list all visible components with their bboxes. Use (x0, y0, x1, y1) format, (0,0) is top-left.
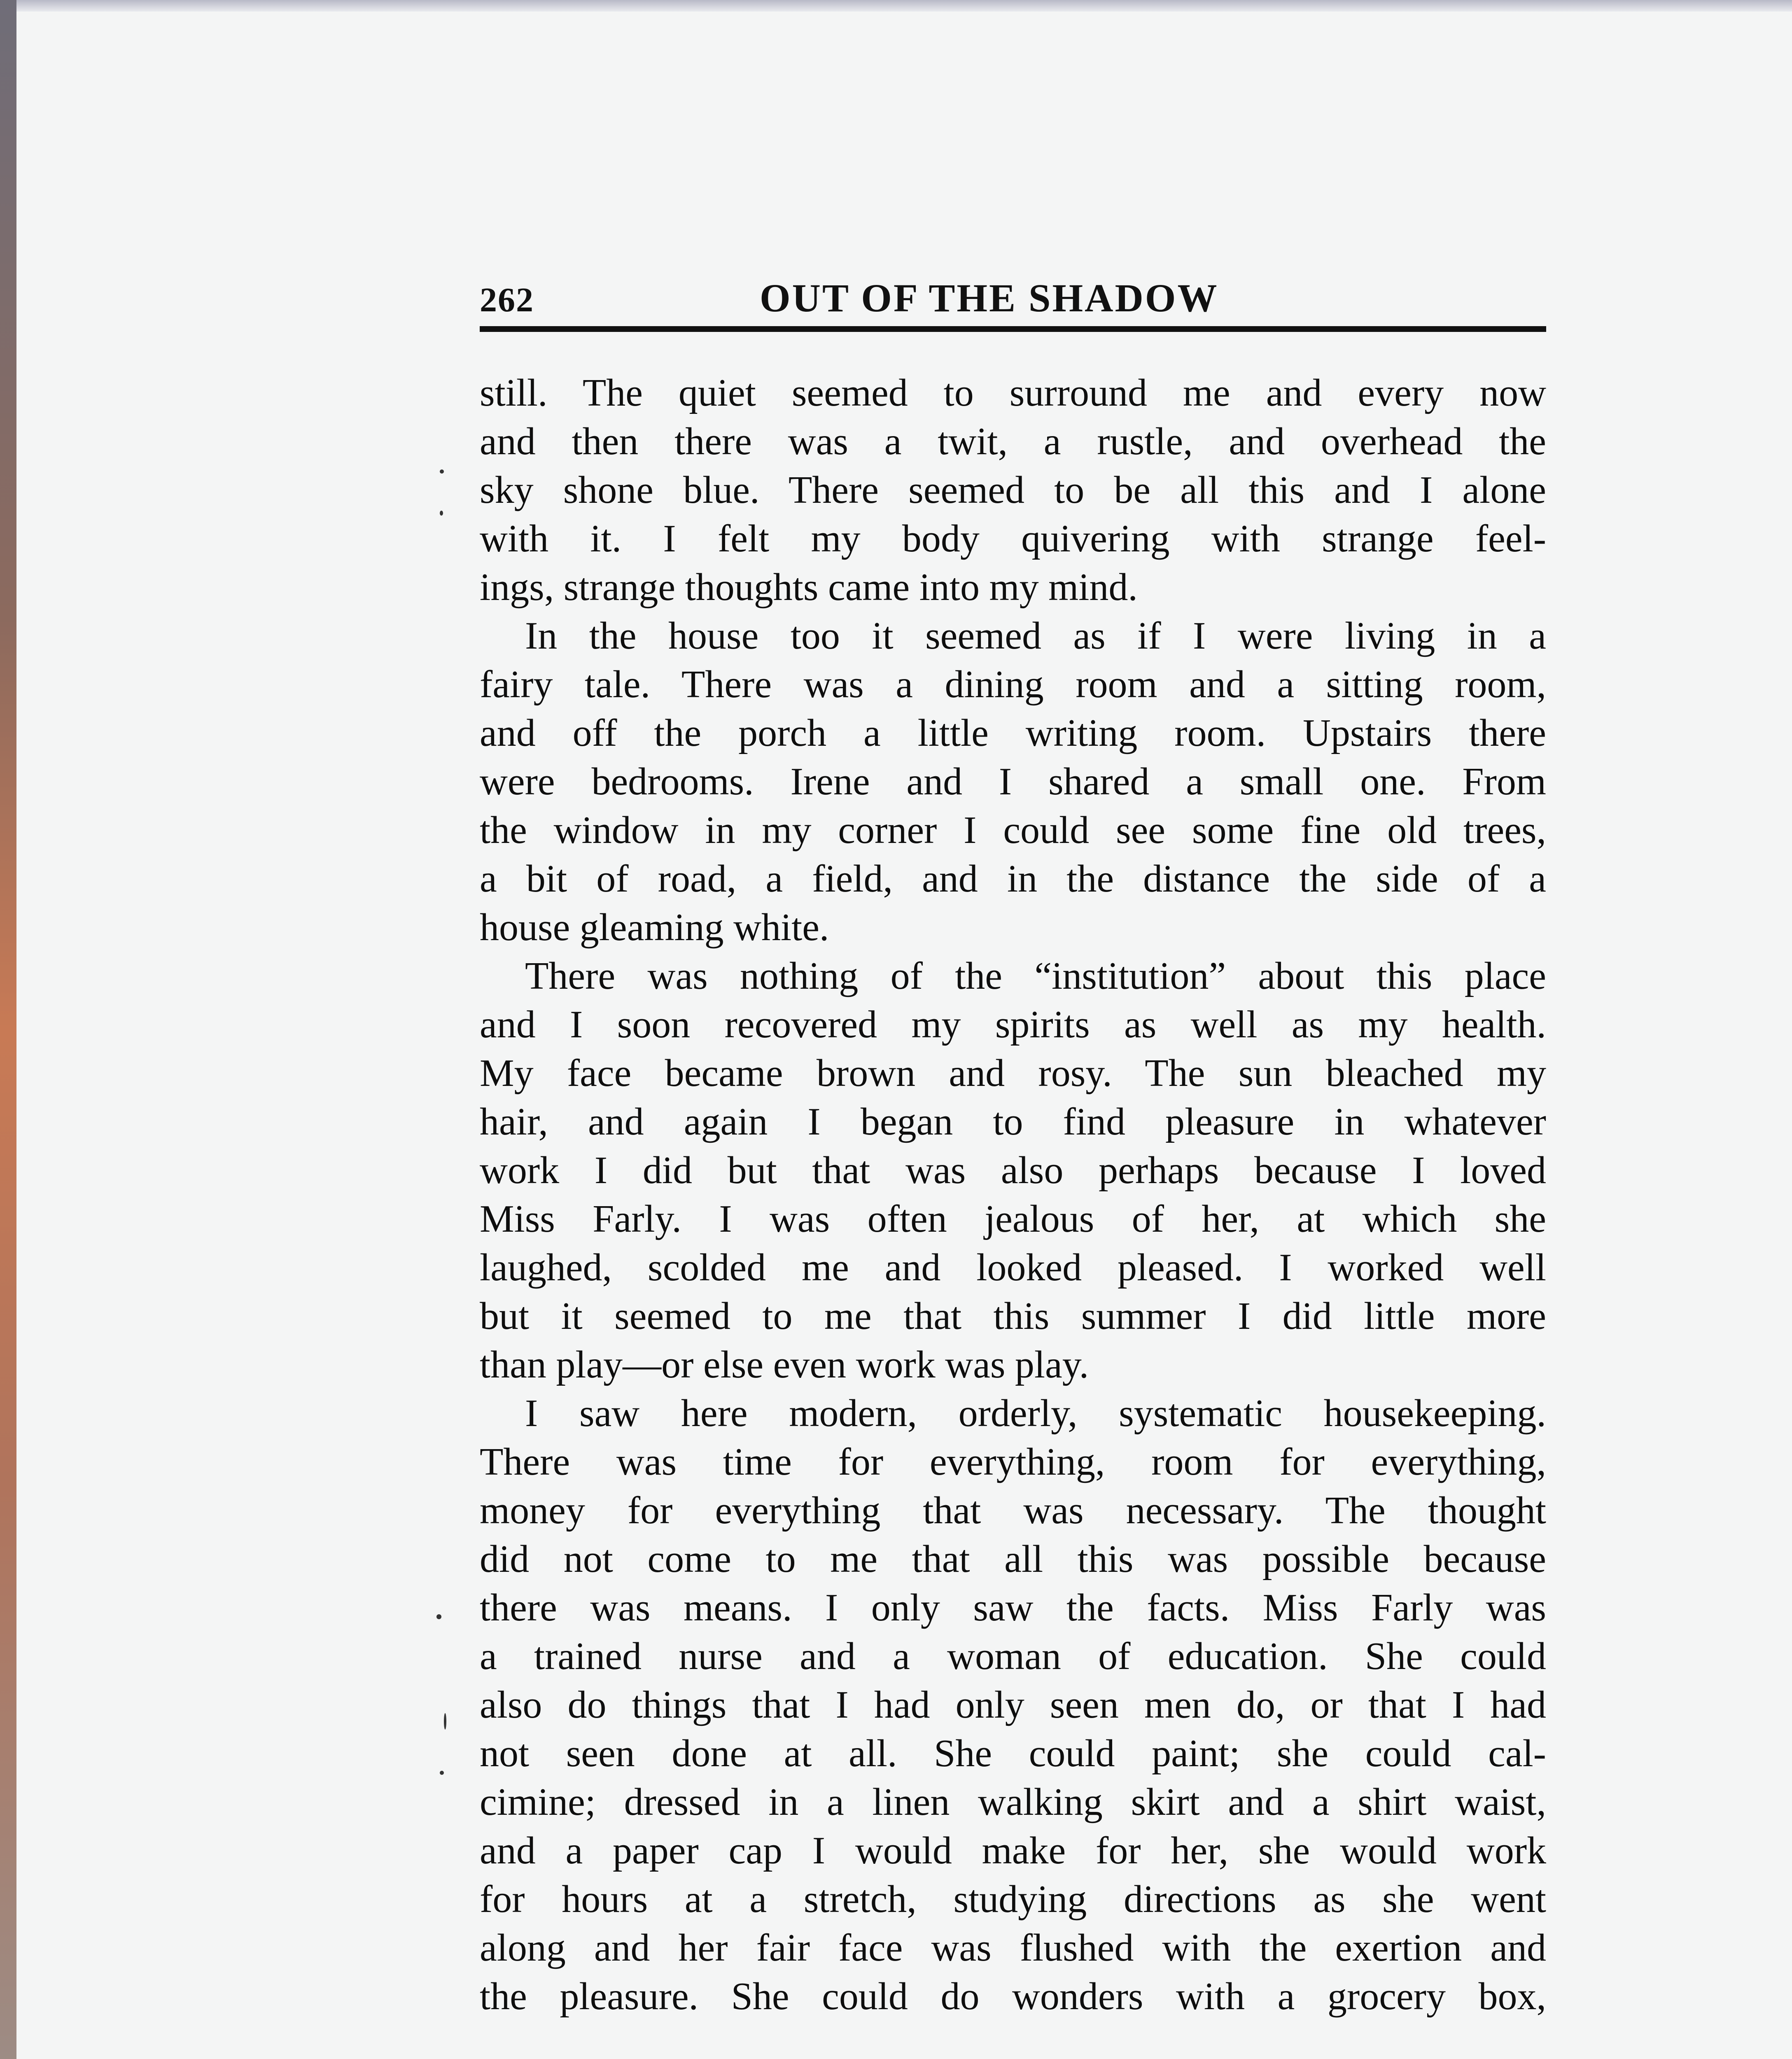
text-line: There was nothing of the “institution” about this place (525, 955, 1546, 997)
body-text (480, 369, 1546, 2021)
text-line: In the house too it seemed as if I were living in a (525, 614, 1546, 657)
text-line: there was means. I only saw the facts. Miss Farly was (480, 1586, 1546, 1629)
ink-speck (440, 469, 444, 474)
ink-speck (440, 511, 443, 516)
text-line: and off the porch a little writing room. Upstairs there (480, 712, 1546, 754)
text-line: laughed, scolded me and looked pleased. I worked well (480, 1246, 1546, 1289)
text-line: still. The quiet seemed to surround me and every now (480, 371, 1546, 414)
text-line: not seen done at all. She could paint; she could cal- (480, 1732, 1546, 1775)
text-line: than play—or else even work was play. (480, 1343, 1089, 1386)
text-line: hair, and again I began to find pleasure in whatever (480, 1100, 1546, 1143)
text-line: along and her fair face was flushed with the exertion and (480, 1926, 1546, 1969)
text-line: money for everything that was necessary. The thought (480, 1489, 1546, 1532)
text-line: a trained nurse and a woman of education. She could (480, 1635, 1546, 1678)
text-line: ings, strange thoughts came into my mind. (480, 566, 1138, 609)
text-line: the pleasure. She could do wonders with a grocery box, (480, 1975, 1546, 2018)
text-line: and I soon recovered my spirits as well as my health. (480, 1003, 1546, 1046)
page-header (480, 272, 1546, 329)
running-title: OUT OF THE SHADOW (760, 276, 1219, 320)
page-number: 262 (480, 281, 534, 319)
ink-speck (444, 1713, 446, 1730)
text-line: work I did but that was also perhaps because I loved (480, 1149, 1546, 1192)
text-line: the window in my corner I could see some fine old trees, (480, 809, 1546, 852)
text-line: and a paper cap I would make for her, she would work (480, 1829, 1546, 1872)
text-line: Miss Farly. I was often jealous of her, at which she (480, 1198, 1546, 1240)
text-line: I saw here modern, orderly, systematic housekeeping. (525, 1392, 1546, 1435)
text-line: and then there was a twit, a rustle, and overhead the (480, 420, 1546, 463)
text-line: but it seemed to me that this summer I did little more (480, 1295, 1546, 1338)
top-edge (0, 0, 1792, 12)
text-line: also do things that I had only seen men do, or that I had (480, 1683, 1546, 1726)
header-rule (480, 326, 1546, 332)
ink-speck (440, 1771, 444, 1775)
text-line: did not come to me that all this was possible because (480, 1538, 1546, 1580)
text-line: My face became brown and rosy. The sun bleached my (480, 1052, 1546, 1095)
text-line: There was time for everything, room for everything, (480, 1440, 1546, 1483)
text-line: cimine; dressed in a linen walking skirt and a shirt waist, (480, 1781, 1546, 1823)
left-edge (0, 0, 16, 2059)
text-line: a bit of road, a field, and in the distance the side of a (480, 857, 1546, 900)
text-line: were bedrooms. Irene and I shared a small one. From (480, 760, 1546, 803)
ink-speck (436, 1614, 441, 1619)
text-line: fairy tale. There was a dining room and a sitting room, (480, 663, 1546, 706)
text-line: sky shone blue. There seemed to be all this and I alone (480, 469, 1546, 511)
text-line: house gleaming white. (480, 906, 829, 949)
text-line: for hours at a stretch, studying directions as she went (480, 1878, 1546, 1921)
text-line: with it. I felt my body quivering with strange feel- (480, 517, 1546, 560)
